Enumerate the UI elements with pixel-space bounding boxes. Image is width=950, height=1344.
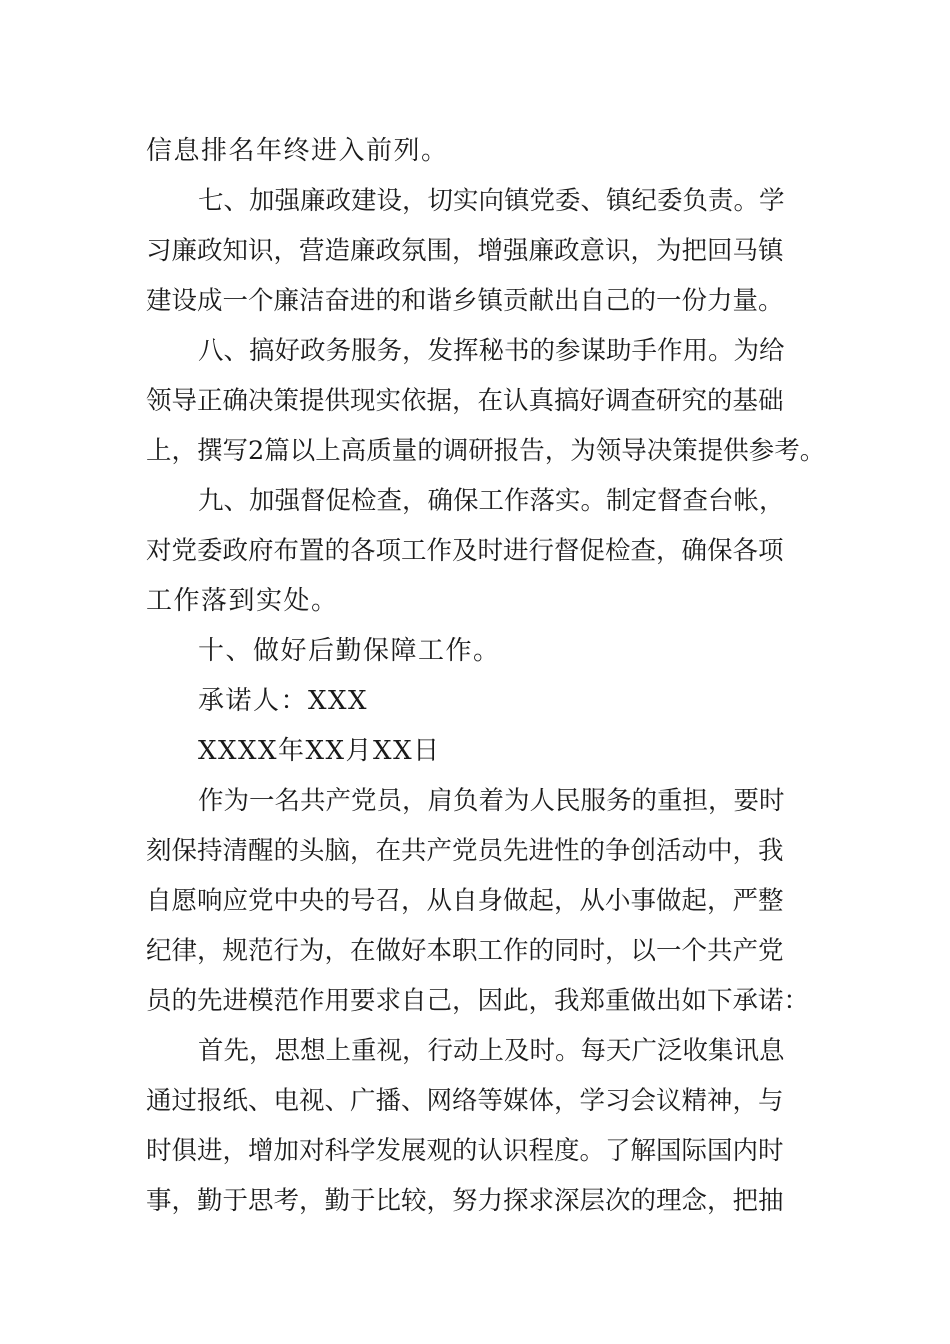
- paragraph-eight-line-2: 领导正确决策提供现实依据，在认真搞好调查研究的基础: [146, 386, 784, 416]
- pledge-intro-line-3: 自愿响应党中央的号召，从自身做起，从小事做起，严整: [146, 886, 784, 916]
- paragraph-nine-line-3: 工作落到实处。: [146, 586, 339, 616]
- paragraph-ten: 十、做好后勤保障工作。: [198, 636, 501, 666]
- paragraph-seven-line-3: 建设成一个廉洁奋进的和谐乡镇贡献出自己的一份力量。: [146, 286, 784, 316]
- paragraph-nine-line-2: 对党委政府布置的各项工作及时进行督促检查，确保各项: [146, 536, 784, 566]
- pledge-intro-line-4: 纪律，规范行为，在做好本职工作的同时，以一个共产党: [146, 936, 784, 966]
- first-point-line-3: 时俱进，增加对科学发展观的认识程度。了解国际国内时: [146, 1136, 784, 1166]
- text-line-1: 信息排名年终进入前列。: [146, 136, 449, 166]
- paragraph-eight-line-3: 上，撰写2篇以上高质量的调研报告，为领导决策提供参考。: [146, 436, 826, 466]
- date-line: XXXX年XX月XX日: [198, 736, 441, 766]
- paragraph-seven-line-1: 七、加强廉政建设，切实向镇党委、镇纪委负责。学: [198, 186, 785, 216]
- pledge-intro-line-5: 员的先进模范作用要求自己，因此，我郑重做出如下承诺：: [146, 986, 810, 1016]
- paragraph-seven-line-2: 习廉政知识，营造廉政氛围，增强廉政意识，为把回马镇: [146, 236, 784, 266]
- pledge-intro-line-2: 刻保持清醒的头脑，在共产党员先进性的争创活动中，我: [146, 836, 784, 866]
- paragraph-nine-line-1: 九、加强督促检查，确保工作落实。制定督查台帐，: [198, 486, 785, 516]
- first-point-line-2: 通过报纸、电视、广播、网络等媒体，学习会议精神，与: [146, 1086, 784, 1116]
- paragraph-eight-line-1: 八、搞好政务服务，发挥秘书的参谋助手作用。为给: [198, 336, 785, 366]
- pledge-intro-line-1: 作为一名共产党员，肩负着为人民服务的重担，要时: [198, 786, 785, 816]
- first-point-line-1: 首先，思想上重视，行动上及时。每天广泛收集讯息: [198, 1036, 785, 1066]
- first-point-line-4: 事，勤于思考，勤于比较，努力探求深层次的理念，把抽: [146, 1186, 784, 1216]
- signatory: 承诺人：XXX: [198, 686, 369, 716]
